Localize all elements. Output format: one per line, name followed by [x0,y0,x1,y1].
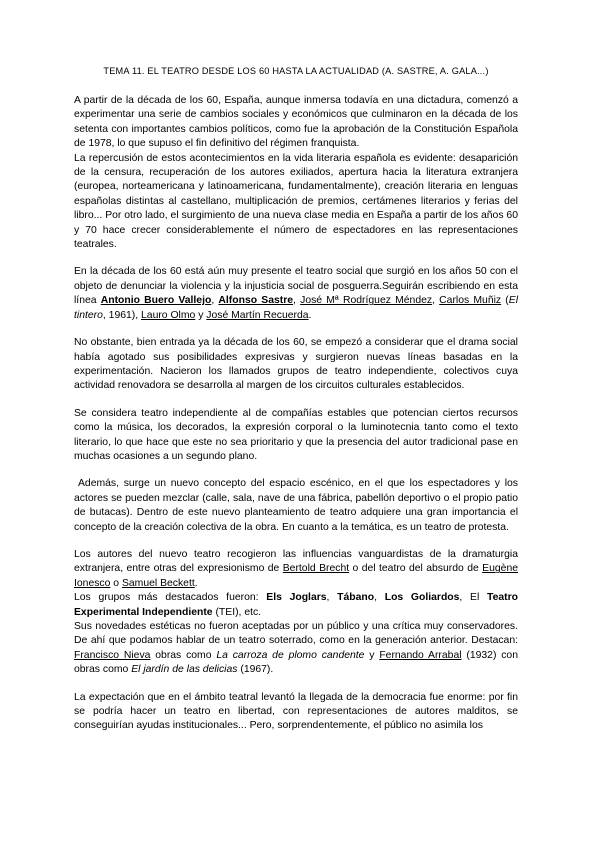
paragraph-independent-theatre: Se considera teatro independiente al de compañías estables que potencian ciertos recursos como la música, los decorados, la expresión corporal o la luminotecnia tanto como el texto literario, lo que hace que este no sea prioritario y que la presencia del autor tradicional pase en muchas ocasiones a un segundo plano. [74,407,518,462]
author-link[interactable]: José Martín Recuerda [206,309,309,321]
author-link[interactable]: Eugène Ionesco [74,563,518,589]
work-title: El jardín de las delicias [131,664,238,676]
paragraph-democracy: La expectación que en el ámbito teatral levantó la llegada de la democracia fue enorme: por fin se podría hacer un teatro en libertad, con representaciones de autores malditos, se conseguirían ayudas institucionales... Pero, sorprendentemente, el público no asimila los [74,691,518,732]
paragraph-repercussion: La repercusión de estos acontecimientos en la vida literaria española es evidente: desaparición de la censura, recuperación de los autores exiliados, apertura hacia la literatura extranjera (europea, norteamericana y latinoamericana, fundamentalmente), creación literaria en lenguas españolas distintas al castellano, multiplicación de premios, certámenes literarios y ferias del libro... Por otro lado, el surgimiento de una nueva clase media en España a partir de los años 60 y 70 hace crecer considerablemente el número de espectadores en las representaciones teatrales. [74,152,518,251]
paragraph-intro: A partir de la década de los 60, España, aunque inmersa todavía en una dictadura, comenzó a experimentar una serie de cambios sociales y económicos que culminaron en la década de los setenta con importantes cambios políticos, como fue la aprobación de la Constitución Española de 1978, lo que supuso el fin definitivo del régimen franquista. [74,95,518,150]
paragraph-experimentation: No obstante, bien entrada ya la década de los 60, se empezó a considerar que el drama social había agotado sus posibilidades expresivas y surgieron nuevas líneas basadas en la experimentación. Nacieron los llamados grupos de teatro independiente, colectivos cuya actividad renovadora se desarrolla al margen de los circuitos culturales establecidos. [74,337,518,392]
work-title: El tintero [74,295,519,321]
group-name: Els Joglars [266,592,327,604]
group-name: Tábano [337,592,375,604]
author-link[interactable]: Francisco Nieva [74,649,151,661]
author-link[interactable]: Samuel Beckett [121,577,195,589]
group-name: Teatro Experimental Independiente [74,592,518,618]
author-link[interactable]: Bertold Brecht [282,563,350,575]
group-name: Los Goliardos [384,592,460,604]
author-link[interactable]: Alfonso Sastre [218,295,294,307]
author-link[interactable]: Lauro Olmo [141,309,196,321]
author-link[interactable]: Antonio Buero Vallejo [100,295,212,307]
paragraph-social-theatre: En la década de los 60 está aún muy presente el teatro social que surgió en los años 50 con el objeto de denunciar la violencia y la injusticia social de posguerra.Seguirán escribiendo en esta línea Antonio Buero Vallejo, Alfonso Sastre, José Mª Rodríguez Méndez, Carlos Muñiz (El tintero, 1961), Lauro Olmo y José Martín Recuerda. [74,266,519,321]
document-title: TEMA 11. EL TEATRO DESDE LOS 60 HASTA LA ACTUALIDAD (A. SASTRE, A. GALA...) [103,66,489,76]
paragraph-reception: Sus novedades estéticas no fueron aceptadas por un público y una crítica muy conservadores. De ahí que podamos hablar de un teatro soterrado, como en la generación anterior. Destacan: Francisco Nieva obras como La carroza de plomo candente y Fernando Arrabal (1932) con obras como El jardín de las delicias (1967). [74,621,518,676]
paragraph-influences: Los autores del nuevo teatro recogieron las influencias vanguardistas de la dramaturgia extranjera, entre otras del expresionismo de Bertold Brecht o del teatro del absurdo de Eugène Ionesco o Samuel Beckett. [74,548,518,589]
author-link[interactable]: José Mª Rodríguez Méndez [300,295,433,307]
work-title: La carroza de plomo candente [216,649,365,661]
author-link[interactable]: Fernando Arrabal [379,649,462,661]
paragraph-groups: Los grupos más destacados fueron: Els Joglars, Tábano, Los Goliardos, El Teatro Experimental Independiente (TEI), etc. [74,592,518,618]
paragraph-scenic-space: Además, surge un nuevo concepto del espacio escénico, en el que los espectadores y los actores se pueden mezclar (calle, sala, nave de una fábrica, pabellón deportivo o el propio patio de butacas). Dentro de este nuevo planteamiento de teatro adquiere una gran importancia el concepto de la creación colectiva de la obra. En cuanto a la temática, es un teatro de protesta. [74,478,518,533]
author-link[interactable]: Carlos Muñiz [439,295,502,307]
